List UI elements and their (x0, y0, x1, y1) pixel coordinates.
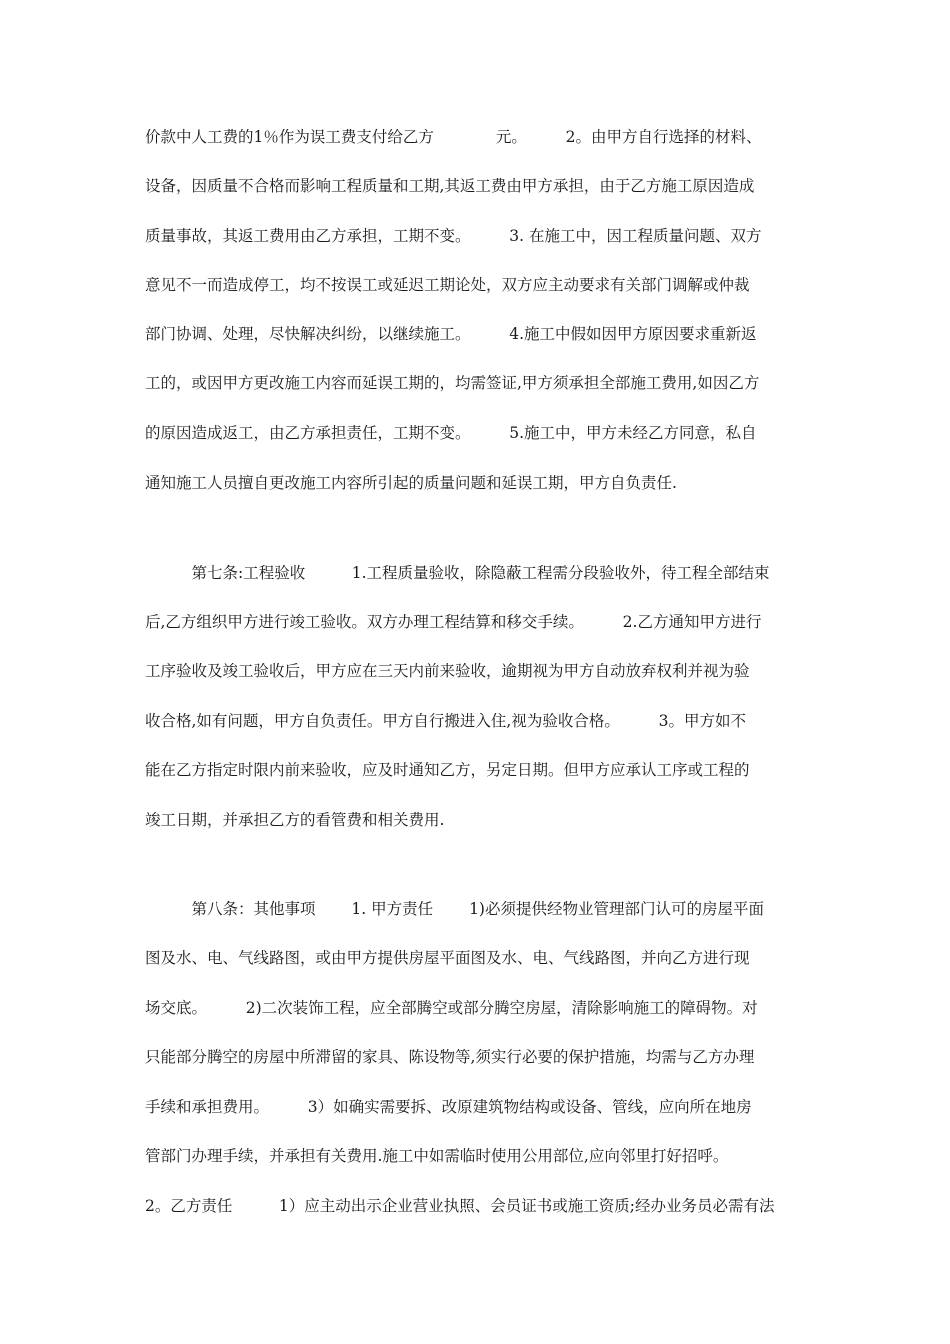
text-line: 部门协调、处理，尽快解决纠纷，以继续施工。 4.施工中假如因甲方原因要求重新返 (145, 325, 757, 343)
text-line: 设备，因质量不合格而影响工程质量和工期,其返工费由甲方承担，由于乙方施工原因造成 (145, 177, 755, 195)
text-line: 通知施工人员擅自更改施工内容所引起的质量问题和延误工期，甲方自负责任. (145, 474, 677, 492)
section-heading-line: 第八条：其他事项 1. 甲方责任 1)必须提供经物业管理部门认可的房屋平面 (145, 900, 764, 918)
text-line: 的原因造成返工，由乙方承担责任，工期不变。 5.施工中，甲方未经乙方同意，私自 (145, 424, 757, 442)
text-line: 2。乙方责任 1）应主动出示企业营业执照、会员证书或施工资质;经办业务员必需有法 (145, 1197, 775, 1215)
text-line: 工的，或因甲方更改施工内容而延误工期的，均需签证,甲方须承担全部施工费用,如因乙方 (145, 374, 760, 392)
text-line: 能在乙方指定时限内前来验收，应及时通知乙方，另定日期。但甲方应承认工序或工程的 (145, 761, 750, 779)
text-line: 意见不一而造成停工，均不按误工或延迟工期论处，双方应主动要求有关部门调解或仲裁 (145, 276, 750, 294)
text-line: 收合格,如有问题，甲方自负责任。甲方自行搬进入住,视为验收合格。 3。甲方如不 (145, 712, 746, 730)
text-line: 场交底。 2)二次装饰工程，应全部腾空或部分腾空房屋，清除影响施工的障碍物。对 (145, 999, 758, 1017)
text-line: 只能部分腾空的房屋中所滞留的家具、陈设物等,须实行必要的保护措施，均需与乙方办理 (145, 1048, 755, 1066)
text-line: 图及水、电、气线路图，或由甲方提供房屋平面图及水、电、气线路图，并向乙方进行现 (145, 949, 750, 967)
text-line: 质量事故，其返工费用由乙方承担，工期不变。 3. 在施工中，因工程质量问题、双方 (145, 227, 762, 245)
text-line: 管部门办理手续，并承担有关费用.施工中如需临时使用公用部位,应向邻里打好招呼。 (145, 1147, 729, 1165)
text-line: 工序验收及竣工验收后，甲方应在三天内前来验收，逾期视为甲方自动放弃权利并视为验 (145, 662, 750, 680)
text-line: 手续和承担费用。 3）如确实需要拆、改原建筑物结构或设备、管线，应向所在地房 (145, 1098, 752, 1116)
text-line: 后,乙方组织甲方进行竣工验收。双方办理工程结算和移交手续。 2.乙方通知甲方进行 (145, 613, 762, 631)
text-line: 价款中人工费的1％作为误工费支付给乙方 元。 2。由甲方自行选择的材料、 (145, 128, 762, 146)
text-line: 竣工日期，并承担乙方的看管费和相关费用. (145, 811, 445, 829)
section-heading-line: 第七条:工程验收 1.工程质量验收，除隐蔽工程需分段验收外，待工程全部结束 (145, 564, 770, 582)
